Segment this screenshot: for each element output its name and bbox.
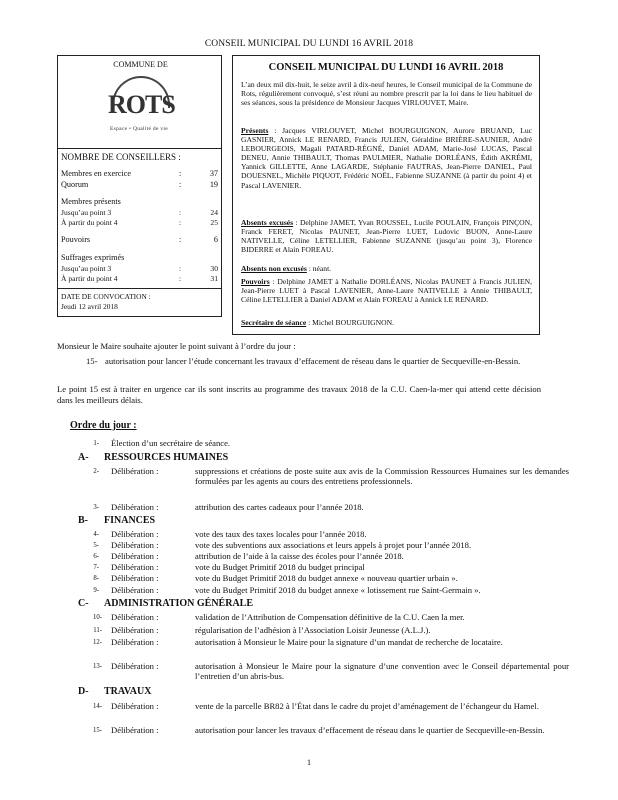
deliberation-text: validation de l’Attribution de Compensation définitive de la C.U. Caen la mer. — [195, 612, 465, 622]
suffrages-title: Suffrages exprimés — [61, 253, 125, 262]
row-colon: : — [179, 180, 182, 189]
section-heading — [78, 598, 378, 610]
secretaire-text: : Michel BOURGUIGNON. — [306, 318, 394, 327]
row-value: 31 — [210, 274, 218, 283]
absents-non-excuses-paragraph — [241, 264, 532, 273]
secretaire-label: Secrétaire de séance — [241, 318, 307, 327]
row-label: Quorum — [61, 180, 89, 189]
section-letter: B- — [78, 515, 88, 526]
row-label: Pouvoirs — [61, 235, 91, 244]
row-value: 6 — [213, 235, 218, 244]
row-value: 24 — [210, 208, 218, 217]
secretaire-paragraph — [241, 318, 532, 327]
divider — [58, 288, 221, 289]
row-colon: : — [179, 208, 182, 217]
row-colon: : — [179, 218, 182, 227]
row-label: Membres en exercice — [61, 169, 132, 178]
deliberation-text: vente de la parcelle BR82 à l’État dans le cadre du projet d’aménagement de l’échangeur du Hamel. — [195, 701, 539, 711]
row-label: À partir du point 4 — [61, 274, 118, 283]
section-name: TRAVAUX — [104, 686, 152, 697]
agenda-title: Ordre du jour : — [70, 420, 137, 431]
membres-presents-title: Membres présents — [61, 197, 121, 206]
deliberation-label: Délibération : — [111, 573, 159, 583]
pouvoirs-text: : Delphine JAMET à Nathalie DORLÉANS, Nicolas PAUNET à Francis JULIEN, Jean-Pierre LUET à Pascal LAVENIER, Anne-Laure NATIVELLE à Annie THIBAULT, Céline LETELLIER à Daniel ADAM et Alain FOREAU à Annick LE RENARD. — [241, 277, 532, 305]
row-colon: : — [179, 235, 182, 244]
attendance-box — [232, 55, 540, 335]
deliberation-text: suppressions et créations de poste suite aux avis de la Commission Ressources Humaines sur les demandes formulées par les agents au cours des entretiens professionnels. — [195, 466, 569, 487]
running-header: CONSEIL MUNICIPAL DU LUNDI 16 AVRIL 2018 — [204, 39, 414, 49]
presents-text: : Jacques VIRLOUVET, Michel BOURGUIGNON, Aurore BRUAND, Luc GASNIER, Annick LE RENARD, Francis JULIEN, Géraldine BRIÈRE-SAUNIER, André LEBOURGEOIS, Magali PATARD-RÉGNÉ, Daniel ADAM, Marie-José LUCAS, Pascal DENEU, Annie THIBAULT, Thomas PAULMIER, Nathalie DORLÉANS, Édith AKRÉMI, Yannick GILLETTE, Anne LAGARDE, Stéphanie FAUTRAS, Jean-Pierre DANIEL, Paul DOUESNEL, Michèle PIQUOT, Frédéric NOËL, Fabienne SUZANNE (à partir du point 4) et Pascal LAVENIER. — [241, 126, 532, 190]
logo-tagline: Espace • Qualité de vie — [110, 126, 168, 132]
section-letter: A- — [78, 452, 89, 463]
agenda-number: 4- — [93, 531, 99, 538]
row-label: Jusqu’au point 3 — [61, 264, 112, 273]
agenda-number: 9- — [93, 587, 99, 594]
meeting-intro: L’an deux mil dix-huit, le seize avril à dix-neuf heures, le Conseil municipal de la Commune de Rots, régulièrement convoqué, s’est réuni au nombre prescrit par la loi dans le lieu habituel de ses séances, sous la présidence de Monsieur Jacques VIRLOUVET, Maire. — [241, 80, 532, 108]
deliberation-label: Délibération : — [111, 625, 159, 635]
deliberation-label: Délibération : — [111, 701, 159, 711]
agenda-number: 11- — [93, 627, 102, 634]
row-label: À partir du point 4 — [61, 218, 118, 227]
agenda-number: 7- — [93, 564, 99, 571]
deliberation-label: Délibération : — [111, 540, 159, 550]
divider — [58, 148, 221, 149]
agenda-number: 2- — [93, 468, 99, 475]
deliberation-text: autorisation à Monsieur le Maire pour la signature d’un mandat de recherche de locataire. — [195, 637, 503, 647]
page-number: 1 — [306, 757, 312, 767]
agenda-number: 8- — [93, 575, 99, 582]
convocation-title: DATE DE CONVOCATION : — [61, 292, 151, 301]
section-name: RESSOURCES HUMAINES — [104, 452, 229, 463]
row-value: 37 — [209, 169, 218, 178]
section-heading — [78, 452, 378, 464]
deliberation-text: autorisation à Monsieur le Maire pour la signature d’une convention avec le Conseil départemental pour l’entretien d’un abris-bus. — [195, 661, 569, 682]
section-heading — [78, 686, 378, 698]
pouvoirs-paragraph — [241, 277, 532, 304]
deliberation-text: vote des taux des taxes locales pour l’année 2018. — [195, 529, 367, 539]
row-value: 19 — [209, 180, 218, 189]
agenda-number: 6- — [93, 553, 99, 560]
added-item-number: 15- — [86, 356, 98, 366]
deliberation-text: vote du Budget Primitif 2018 du budget principal — [195, 562, 365, 572]
agenda-number: 3- — [93, 504, 99, 511]
row-value: 30 — [210, 264, 218, 273]
agenda-number: 5- — [93, 542, 99, 549]
added-item-text: autorisation pour lancer l’étude concernant les travaux d’effacement de réseau dans le quartier de Secqueville-en-Bessin. — [105, 356, 521, 366]
absents-non-excuses-text: : néant. — [306, 264, 332, 273]
deliberation-label: Délibération : — [111, 562, 159, 572]
deliberation-label: Délibération : — [111, 612, 159, 622]
deliberation-label: Délibération : — [111, 585, 159, 595]
meeting-title: CONSEIL MUNICIPAL DU LUNDI 16 AVRIL 2018 — [268, 62, 504, 73]
absents-excuses-label: Absents excusés — [241, 218, 294, 227]
agenda-number: 12- — [92, 639, 102, 646]
pouvoirs-label: Pouvoirs — [241, 277, 270, 286]
deliberation-text: attribution des cartes cadeaux pour l’année 2018. — [195, 502, 364, 512]
absents-excuses-paragraph — [241, 218, 532, 254]
deliberation-label: Délibération : — [111, 529, 159, 539]
row-value: 25 — [210, 218, 218, 227]
section-name: ADMINISTRATION GÉNÉRALE — [104, 598, 254, 609]
row-label: Jusqu’au point 3 — [61, 208, 112, 217]
section-name: FINANCES — [104, 515, 156, 526]
presents-paragraph — [241, 126, 532, 190]
intro-paragraph: Monsieur le Maire souhaite ajouter le point suivant à l’ordre du jour : — [57, 341, 296, 351]
deliberation-label: Délibération : — [111, 725, 159, 735]
deliberation-label: Délibération : — [111, 502, 159, 512]
agenda-item-1: Élection d’un secrétaire de séance. — [111, 438, 231, 448]
agenda-number: 13- — [92, 663, 102, 670]
deliberation-text: régularisation de l’adhésion à l’Association Loisir Jeunesse (A.L.J.). — [195, 625, 431, 635]
commune-label: COMMUNE DE — [113, 60, 168, 69]
agenda-number: 14- — [92, 703, 102, 710]
deliberation-text: attribution de l’aide à la caisse des écoles pour l’année 2018. — [195, 551, 404, 561]
agenda-number: 1- — [93, 440, 99, 447]
section-letter: D- — [78, 686, 89, 697]
presents-label: Présents — [241, 126, 269, 135]
row-colon: : — [179, 169, 182, 178]
deliberation-label: Délibération : — [111, 637, 159, 647]
deliberation-label: Délibération : — [111, 551, 159, 561]
deliberation-text: vote du Budget Primitif 2018 du budget annexe « lotissement rue Saint-Germain ». — [195, 585, 481, 595]
deliberation-text: vote du Budget Primitif 2018 du budget annexe « nouveau quartier urbain ». — [195, 573, 458, 583]
absents-excuses-text: : Delphine JAMET, Yvan ROUSSEL, Lucile POULAIN, François PINÇON, Franck FERET, Nicolas PAUNET, Jean-Pierre LUET, Ludovic BUON, Anne-Laure NATIVELLE, Céline LETELLIER, Fabienne SUZANNE (jusqu’au point 3), Florence BIDERRE et Alain FOREAU. — [241, 218, 532, 255]
absents-non-excuses-label: Absents non excusés — [241, 264, 307, 273]
nombre-title: NOMBRE DE CONSEILLERS : — [61, 152, 181, 162]
deliberation-text: vote des subventions aux associations et leurs appels à projet pour l’année 2018. — [195, 540, 472, 550]
urgency-paragraph: Le point 15 est à traiter en urgence car ils sont inscrits au programme des travaux 2018 de la C.U. Caen-la-mer qui attend cette décision dans les meilleurs délais. — [57, 384, 541, 405]
deliberation-label: Délibération : — [111, 466, 159, 476]
section-heading — [78, 515, 378, 527]
council-summary-box — [57, 55, 222, 317]
deliberation-label: Délibération : — [111, 661, 159, 671]
row-colon: : — [179, 264, 182, 273]
section-letter: C- — [78, 598, 89, 609]
agenda-number: 15- — [92, 727, 102, 734]
agenda-number: 10- — [92, 614, 102, 621]
convocation-date: Jeudi 12 avril 2018 — [61, 302, 118, 311]
logo-wordmark: ROTS — [108, 90, 175, 119]
deliberation-text: autorisation pour lancer les travaux d’effacement de réseau dans le quartier de Secqueville-en-Bessin. — [195, 725, 545, 735]
rots-logo — [108, 72, 175, 142]
row-colon: : — [179, 274, 182, 283]
